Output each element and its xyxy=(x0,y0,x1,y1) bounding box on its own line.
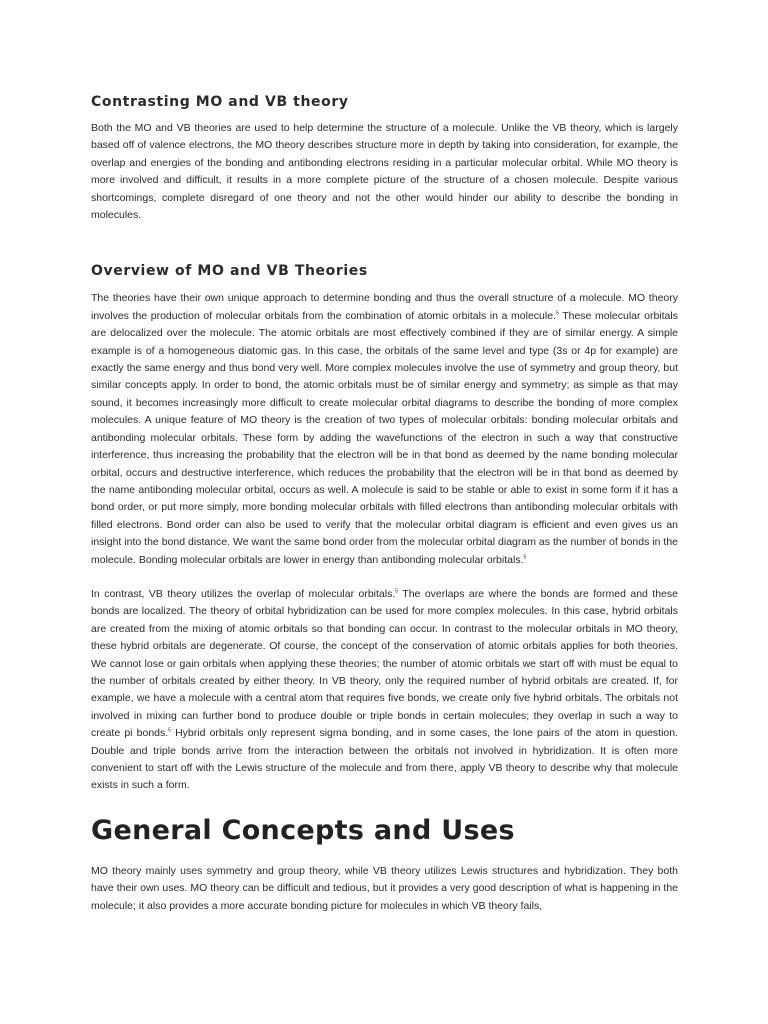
section-paragraph-general-concepts: MO theory mainly uses symmetry and group theory, while VB theory utilizes Lewis structures and hybridization. They both have their own uses. MO theory can be difficult and tedious, but it provides a very good description of what is happening in the molecule; it also provides a more accurate bonding picture for molecules in which VB theory fails, xyxy=(91,864,678,912)
overview-paragraph-mo xyxy=(91,290,678,569)
paragraph-text: Hybrid orbitals only represent sigma bonding, and in some cases, the lone pairs of the atom in question. Double and triple bonds arrive from the interaction between the orbitals not involved in hybridization. It is often more convenient to start off with the Lewis structure of the molecule and from there, apply VB theory to describe why that molecule exists in such a form. xyxy=(91,727,678,792)
overview-paragraph-vb xyxy=(91,586,678,795)
paragraph-text: In contrast, VB theory utilizes the overlap of molecular orbitals. xyxy=(91,587,396,600)
reference-marker: 5 xyxy=(556,310,559,317)
paragraph-text: The overlaps are where the bonds are formed and these bonds are localized. The theory of orbital hybridization can be used for more complex molecules. In this case, hybrid orbitals are created from the mixing of atomic orbitals so that bonding can occur. In contrast to the molecular orbitals in MO theory, these hybrid orbitals are degenerate. Of course, the concept of the conservation of atomic orbitals applies for both theories. We cannot lose or gain orbitals when applying these theories; the number of atomic orbitals we start off with must be equal to the number of orbitals created by either theory. In VB theory, only the required number of hybrid orbitals are created. If, for example, we have a molecule with a central atom that requires five bonds, we create only five hybrid orbitals. The orbitals not involved in mixing can further bond to produce double or triple bonds in certain molecules; they overlap in such a way to create pi bonds. xyxy=(91,587,678,740)
document-page xyxy=(91,92,678,915)
section-heading-overview: Overview of MO and VB Theories xyxy=(91,263,368,280)
section-heading-contrasting: Contrasting MO and VB theory xyxy=(91,94,349,110)
section-paragraph-contrasting: Both the MO and VB theories are used to help determine the structure of a molecule. Unlike the VB theory, which is largely based off of valence electrons, the MO theory describes structure more in depth by taking into consideration, for example, the overlap and energies of the bonding and antibonding electrons residing in a particular molecular orbital. While MO theory is more involved and difficult, it results in a more complete picture of the structure of a chosen molecule. Despite various shortcomings, complete disregard of one theory and not the other would hinder our ability to describe the bonding in molecules. xyxy=(91,122,678,222)
paragraph-text: The theories have their own unique approach to determine bonding and thus the overall structure of a molecule. MO theory involves the production of molecular orbitals from the combination of atomic orbitals in a molecule. xyxy=(91,292,678,322)
reference-marker: 5 xyxy=(168,727,171,734)
paragraph-text: These molecular orbitals are delocalized over the molecule. The atomic orbitals are most effectively combined if they are of similar energy. A simple example is of a homogeneous diatomic gas. In this case, the orbitals of the same level and type (3s or 4p for example) are exactly the same energy and thus bond very well. More complex molecules involve the use of symmetry and group theory, but similar concepts apply. In order to bond, the atomic orbitals must be of similar energy and symmetry; as simple as that may sound, it becomes increasingly more difficult to create molecular orbital diagrams to describe the bonding of more complex molecules. A unique feature of MO theory is the creation of two types of molecular orbitals: bonding molecular orbitals and antibonding molecular orbitals. These form by adding the wavefunctions of the electron in such a way that constructive interference, thus increasing the probability that the electron will be in that bond as deemed by the name bonding molecular orbital, occurs and destructive interference, which reduces the probability that the electron will be in that bond as deemed by the name antibonding molecular orbital, occurs as well. A molecule is said to be stable or able to exist in some form if it has a bond order, or put more simply, more bonding molecular orbitals with filled electrons than antibonding molecular orbitals with filled electrons. Bond order can also be used to verify that the molecular orbital diagram is efficient and even gives us an insight into the bond distance. We want the same bond order from the molecular orbital diagram as the number of bonds in the molecule. Bonding molecular orbitals are lower in energy than antibonding molecular orbitals. xyxy=(91,309,678,566)
reference-marker: 5 xyxy=(523,554,527,561)
reference-marker: 5 xyxy=(395,588,399,595)
section-heading-general-concepts: General Concepts and Uses xyxy=(91,814,515,846)
